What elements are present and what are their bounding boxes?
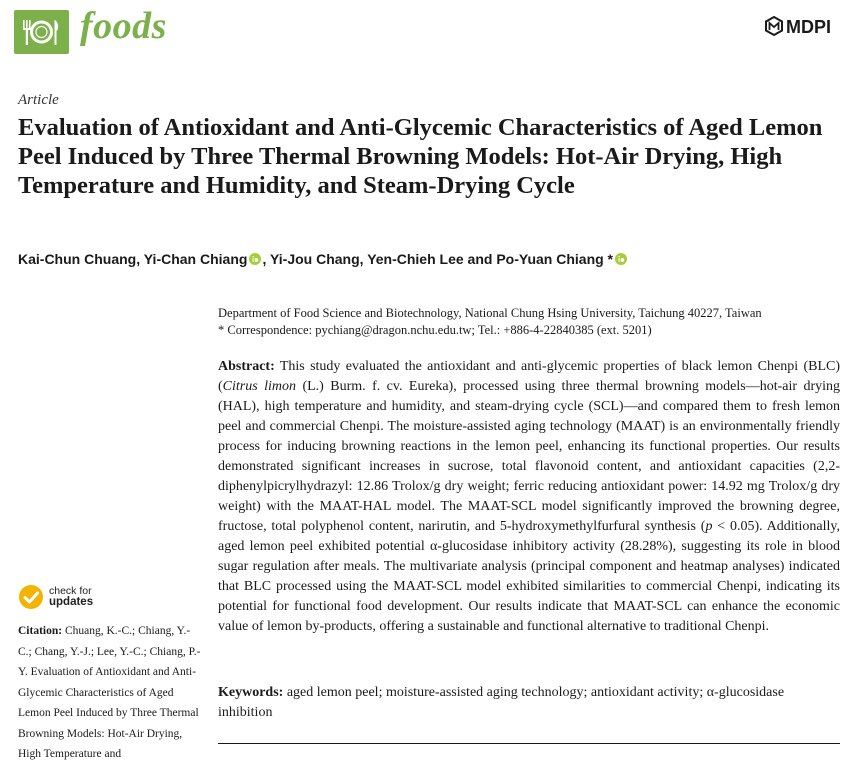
correspondence: * Correspondence: pychiang@dragon.nchu.edu.tw; Tel.: +886-4-22840385 (ext. 5201)	[218, 323, 652, 337]
author-list	[18, 251, 628, 267]
abstract-species: Citrus limon	[222, 379, 297, 394]
check-for-updates-icon	[18, 584, 44, 610]
affiliation: Department of Food Science and Biotechnology, National Chung Hsing University, Taichung 40227, Taiwan	[218, 306, 762, 320]
divider	[218, 743, 840, 744]
check-line2: updates	[49, 596, 94, 608]
orcid-icon[interactable]	[249, 253, 261, 265]
publisher-logo	[764, 16, 831, 36]
journal-name: foods	[80, 5, 167, 47]
abstract-text-1: This study evaluated the antioxidant and anti-glycemic properties of black lemon Chenpi (BLC) (	[218, 359, 840, 394]
plate-fork-knife-icon	[14, 10, 69, 54]
citation	[18, 621, 203, 765]
abstract-label: Abstract:	[218, 359, 275, 374]
mdpi-logo-icon	[764, 16, 784, 36]
authors-part1: Kai-Chun Chuang, Yi-Chan Chiang	[18, 251, 248, 267]
journal-logo-icon	[14, 10, 69, 54]
orcid-icon[interactable]	[615, 253, 627, 265]
check-for-updates[interactable]	[18, 584, 93, 610]
abstract-text-2: (L.) Burm. f. cv. Eureka), processed using three thermal browning models—hot-air drying (HAL), high temperature and humidity, and steam-drying cycle (SCL)—and compared them to fresh lemon peel and commercial Chenpi. The moisture-assisted aging technology (MAAT) is an environmentally friendly process for inducing browning reactions in the lemon peel, enhancing its functional properties. Our results demonstrated significant increases in sucrose, total flavonoid content, and antioxidant capacities (2,2-diphenylpicrylhydrazyl: 12.86 Trolox/g dry weight; ferric reducing antioxidant power: 14.92 mg Trolox/g dry weight) with the MAAT-HAL model. The MAAT-SCL model significantly improved the browning degree, fructose, total polyphenol content, narirutin, and 5-hydroxymethylfurfural synthesis (	[218, 379, 840, 534]
authors-part2: , Yi-Jou Chang, Yen-Chieh Lee and Po-Yuan Chiang *	[262, 251, 614, 267]
affiliation-block	[218, 305, 762, 339]
article-type: Article	[18, 92, 59, 108]
publisher-name: MDPI	[786, 17, 831, 37]
citation-label: Citation:	[18, 625, 63, 637]
citation-text: Chuang, K.-C.; Chiang, Y.-C.; Chang, Y.-J.; Lee, Y.-C.; Chiang, P.-Y. Evaluation of Antioxidant and Anti-Glycemic Characteristics of Aged Lemon Peel Induced by Three Thermal Browning Models: Hot-Air Drying, High Temperature and	[18, 625, 201, 760]
abstract-p-symbol: p	[705, 519, 713, 534]
article-title: Evaluation of Antioxidant and Anti-Glycemic Characteristics of Aged Lemon Peel Induced by Three Thermal Browning Models: Hot-Air Drying, High Temperature and Humidity, and Steam-Drying Cycle	[18, 114, 823, 199]
keywords-text: aged lemon peel; moisture-assisted aging technology; antioxidant activity; α-glucosidase inhibition	[218, 685, 785, 720]
keywords	[218, 683, 840, 723]
keywords-label: Keywords:	[218, 685, 284, 700]
abstract-text-3: < 0.05). Additionally, aged lemon peel exhibited potential α-glucosidase inhibitory activity (28.28%), suggesting its role in blood sugar regulation after meals. The multivariate analysis (principal component and heatmap analyses) indicated that BLC processed using the MAAT-SCL model exhibited similarities to commercial Chenpi, indicating its potential for functional food development. Our results indicate that MAAT-SCL can enhance the economic value of lemon by-products, offering a sustainable and functional alternative to traditional Chenpi.	[218, 519, 840, 634]
abstract	[218, 357, 840, 637]
check-line1: check for	[49, 585, 92, 597]
check-for-updates-label	[49, 586, 93, 608]
